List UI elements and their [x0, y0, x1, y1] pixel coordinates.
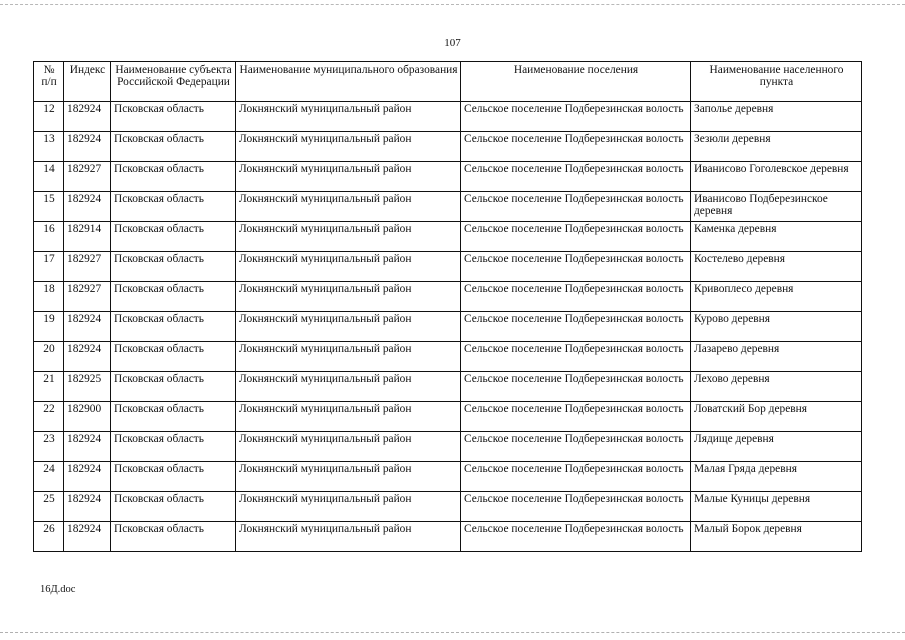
cell-locality: Малый Борок деревня [691, 522, 862, 552]
table-row [34, 162, 862, 192]
cell-settlement: Сельское поселение Подберезинская волость [461, 402, 691, 432]
cell-municipality: Локнянский муниципальный район [236, 522, 461, 552]
cell-municipality: Локнянский муниципальный район [236, 342, 461, 372]
cell-index: 182914 [64, 222, 111, 252]
cell-settlement: Сельское поселение Подберезинская волость [461, 462, 691, 492]
footer-filename: 16Д.doc [40, 584, 76, 595]
cell-index: 182924 [64, 102, 111, 132]
cell-number: 18 [34, 282, 64, 312]
cell-subject: Псковская область [111, 192, 236, 222]
cell-locality: Заполье деревня [691, 102, 862, 132]
table-row [34, 222, 862, 252]
cell-number: 19 [34, 312, 64, 342]
cell-locality: Зезюли деревня [691, 132, 862, 162]
cell-index: 182924 [64, 462, 111, 492]
cell-settlement: Сельское поселение Подберезинская волость [461, 162, 691, 192]
cell-settlement: Сельское поселение Подберезинская волость [461, 492, 691, 522]
cell-settlement: Сельское поселение Подберезинская волость [461, 102, 691, 132]
cell-settlement: Сельское поселение Подберезинская волость [461, 342, 691, 372]
cell-index: 182924 [64, 132, 111, 162]
table-row [34, 132, 862, 162]
cell-index: 182927 [64, 162, 111, 192]
cell-locality: Малая Гряда деревня [691, 462, 862, 492]
table-row [34, 492, 862, 522]
table-row [34, 282, 862, 312]
table-row [34, 342, 862, 372]
cell-subject: Псковская область [111, 312, 236, 342]
cell-subject: Псковская область [111, 342, 236, 372]
cell-settlement: Сельское поселение Подберезинская волость [461, 252, 691, 282]
cell-locality: Иванисово Гоголевское деревня [691, 162, 862, 192]
cell-subject: Псковская область [111, 432, 236, 462]
page-number: 107 [444, 37, 461, 49]
cell-municipality: Локнянский муниципальный район [236, 372, 461, 402]
cell-number: 25 [34, 492, 64, 522]
cell-locality: Иванисово Подберезинское деревня [691, 192, 862, 222]
cell-index: 182924 [64, 192, 111, 222]
cell-locality: Лядище деревня [691, 432, 862, 462]
table-row [34, 432, 862, 462]
cell-municipality: Локнянский муниципальный район [236, 492, 461, 522]
cell-index: 182924 [64, 342, 111, 372]
cell-locality: Ловатский Бор деревня [691, 402, 862, 432]
cell-municipality: Локнянский муниципальный район [236, 282, 461, 312]
cell-municipality: Локнянский муниципальный район [236, 252, 461, 282]
cell-number: 13 [34, 132, 64, 162]
header-locality: Наименование населенного пункта [691, 62, 862, 102]
cell-settlement: Сельское поселение Подберезинская волость [461, 192, 691, 222]
cell-subject: Псковская область [111, 162, 236, 192]
cell-municipality: Локнянский муниципальный район [236, 462, 461, 492]
cell-subject: Псковская область [111, 252, 236, 282]
table-row [34, 462, 862, 492]
header-number: № п/п [34, 62, 64, 102]
cell-settlement: Сельское поселение Подберезинская волость [461, 132, 691, 162]
cell-locality: Каменка деревня [691, 222, 862, 252]
header-subject: Наименование субъекта Российской Федерации [111, 62, 236, 102]
cell-municipality: Локнянский муниципальный район [236, 102, 461, 132]
cell-locality: Лехово деревня [691, 372, 862, 402]
cell-subject: Псковская область [111, 282, 236, 312]
scan-edge-top [0, 4, 905, 5]
cell-index: 182924 [64, 312, 111, 342]
cell-subject: Псковская область [111, 402, 236, 432]
header-municipality: Наименование муниципального образования [236, 62, 461, 102]
cell-index: 182924 [64, 492, 111, 522]
cell-subject: Псковская область [111, 492, 236, 522]
table-header-row [34, 62, 862, 102]
cell-settlement: Сельское поселение Подберезинская волость [461, 312, 691, 342]
cell-locality: Кривоплесо деревня [691, 282, 862, 312]
cell-index: 182925 [64, 372, 111, 402]
table-row [34, 192, 862, 222]
cell-municipality: Локнянский муниципальный район [236, 192, 461, 222]
cell-locality: Лазарево деревня [691, 342, 862, 372]
table-row [34, 372, 862, 402]
cell-settlement: Сельское поселение Подберезинская волость [461, 372, 691, 402]
cell-municipality: Локнянский муниципальный район [236, 222, 461, 252]
scan-edge-bottom [0, 632, 905, 633]
table-row [34, 402, 862, 432]
cell-municipality: Локнянский муниципальный район [236, 312, 461, 342]
cell-municipality: Локнянский муниципальный район [236, 132, 461, 162]
cell-number: 20 [34, 342, 64, 372]
cell-number: 14 [34, 162, 64, 192]
cell-index: 182924 [64, 522, 111, 552]
cell-number: 16 [34, 222, 64, 252]
cell-index: 182924 [64, 432, 111, 462]
cell-municipality: Локнянский муниципальный район [236, 162, 461, 192]
header-settlement: Наименование поселения [461, 62, 691, 102]
table-row [34, 522, 862, 552]
cell-subject: Псковская область [111, 462, 236, 492]
settlements-table [33, 61, 862, 552]
cell-subject: Псковская область [111, 372, 236, 402]
cell-index: 182927 [64, 282, 111, 312]
cell-number: 22 [34, 402, 64, 432]
cell-number: 17 [34, 252, 64, 282]
cell-number: 12 [34, 102, 64, 132]
table-row [34, 312, 862, 342]
cell-locality: Малые Куницы деревня [691, 492, 862, 522]
table-row [34, 252, 862, 282]
cell-subject: Псковская область [111, 522, 236, 552]
cell-settlement: Сельское поселение Подберезинская волость [461, 432, 691, 462]
cell-subject: Псковская область [111, 222, 236, 252]
cell-index: 182900 [64, 402, 111, 432]
header-index: Индекс [64, 62, 111, 102]
cell-locality: Курово деревня [691, 312, 862, 342]
cell-locality: Костелево деревня [691, 252, 862, 282]
table-row [34, 102, 862, 132]
cell-number: 15 [34, 192, 64, 222]
cell-number: 24 [34, 462, 64, 492]
cell-municipality: Локнянский муниципальный район [236, 402, 461, 432]
cell-municipality: Локнянский муниципальный район [236, 432, 461, 462]
cell-subject: Псковская область [111, 102, 236, 132]
cell-number: 21 [34, 372, 64, 402]
cell-index: 182927 [64, 252, 111, 282]
cell-number: 23 [34, 432, 64, 462]
cell-settlement: Сельское поселение Подберезинская волость [461, 522, 691, 552]
cell-number: 26 [34, 522, 64, 552]
cell-subject: Псковская область [111, 132, 236, 162]
cell-settlement: Сельское поселение Подберезинская волость [461, 222, 691, 252]
cell-settlement: Сельское поселение Подберезинская волость [461, 282, 691, 312]
